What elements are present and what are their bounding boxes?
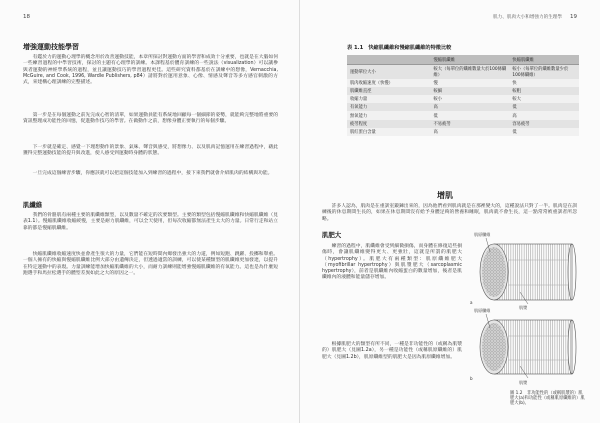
page-number: 19 [570, 14, 577, 20]
paragraph: 有鑑於力的運動心理學的概念用於改善運動技能，本章所探討對運動方面的學習和成效十分重要，也就是在大腦如何一些練習過程的中學習技術，探討的主題有心理學的訓練。本課程基於體育訓練的一些說法（visualization）可以讓參與者運動的神經學系統的過程，並且讓運動技巧的學習過程更佳。這些研究資料都基於在訓練中的想像，Vernacchia, McGuire, and Cook, 1996, Wardle Publishers, p84）請將對於運用意象、心像、情感及聲音等多方感官刺激的方式，來建構心理訓練的完整描述。 [23, 55, 278, 85]
table-cell: 疲勞程度 [347, 120, 431, 128]
table-row [347, 79, 579, 87]
table-row [347, 111, 579, 119]
table-cell: 較小 [431, 95, 510, 103]
table-cell: 運動單位大小 [347, 65, 431, 79]
table-cell: 快 [509, 79, 579, 87]
table-cell: 肌紅蛋白含量 [347, 128, 431, 136]
table-cell: 低 [431, 111, 510, 119]
paragraph: 下一步就是確定、感覺一下理想動作的景象、氣味、聲音與感受，將想像力、以及肌肉記憶運用在練習過程中，藉此獲得完整運動技能的提升與改進，使人感受到運動時身體的狀態。 [23, 145, 278, 157]
paragraph: 一旦完成這個練習步驟，你應該就可以把這個技能加入到練習的過程中，接下來我們就會介紹肌肉的結構與功能。 [32, 171, 273, 176]
table-header: 慢縮肌纖維 [431, 55, 510, 65]
table-row [347, 95, 579, 103]
table-cell: 慢 [431, 79, 510, 87]
figure-label: 肌原纖維 [474, 308, 491, 313]
page-number: 18 [23, 14, 30, 20]
figure-label: 肌漿 [519, 305, 528, 310]
table-cell: 不易疲勞 [431, 120, 510, 128]
table-cell: 較大（每單位的纖維數量大於100條纖維） [431, 65, 510, 79]
paragraph: 快縮肌纖維收縮速度快並會產生很大的力量，它們能在短時間內爆發出強大的力道，例如短跑、跳躍、投擲和舉重。一個人擁有的快縮與慢縮肌纖維比例大部分由遺傳決定，但透過適當的訓練，可以使某種類型的肌纖維更加發達，以提升在特定運動中的表現。力量訓練能增加快縮肌纖維的大小，而耐力訓練則能增強慢縮肌纖維的有氧能力。這也是為什麼短跑選手和馬拉松選手的體型差異如此之大的原因之一。 [23, 252, 278, 276]
table-row [347, 128, 579, 136]
table-cell: 無氧能力 [347, 111, 431, 119]
table-header [347, 55, 431, 65]
table-cell: 高 [431, 103, 510, 111]
fiber-b [480, 320, 576, 374]
table-cell: 容易疲勞 [509, 120, 579, 128]
table-cell: 低 [509, 128, 579, 136]
figure-caption: 圖 1.2 非功能性的（或稱肌漿的）肌肥大(a)和功能性（或稱肌原纖維的）肌肥大(b)。 [510, 391, 585, 407]
table-cell: 較小（每單位的纖維數量少於100條纖維） [509, 65, 579, 79]
paragraph: 練習的過程中，肌纖維會受到細微損傷，而身體在修復這些損傷時，會讓肌纖維變得更大、更強壯，這就是所謂的肌肥大（hypertrophy）。肌肥大有兩種類型：肌原纖維肥大（myofibrillar hypertrophy）與肌漿肥大（sarcoplasmic hypertrophy），前者是肌纖維內收縮蛋白的數量增加，後者是肌纖維內的液體和能量儲存增加。 [322, 244, 462, 281]
table-row [347, 103, 579, 111]
table-caption: 表 1.1 快縮肌纖維和慢縮肌纖維的特徵比較 [347, 45, 452, 51]
figure-label: 肌原纖維 [474, 232, 491, 237]
paragraph: 我們的骨骼肌有兩種主要的肌纖維類型，以及數量不確定的次要類型。主要的類型包括慢縮肌纖維和快縮肌纖維（見表1.1）。慢縮肌纖維收縮緩慢，主要是耐力肌纖維，可以全天使用，但每次收縮都無法產生太大的力量。日常行走和站立靠的都是慢縮肌纖維。 [23, 213, 278, 231]
paragraph: 許多人認為，肌肉是在重訓室鍛鍊出來的，因為他們看到肌肉就是在那裡變大的，這種說法只對了一半。肌肉是在訓練後的休息期間生長的，如果在休息期間沒有給予身體足夠的營養和睡眠，肌肉就不會生長，這一點常常被重訓者所忽略。 [322, 204, 577, 222]
section-title: 增強運動技能學習 [23, 43, 79, 51]
figure-panel-tag: b [470, 376, 473, 381]
table-cell: 肌肉收縮速度（快慢） [347, 79, 431, 87]
table-cell: 低 [509, 103, 579, 111]
table-cell: 收縮力量 [347, 95, 431, 103]
table-cell: 肌纖維直徑 [347, 87, 431, 95]
fiber-a [480, 244, 576, 300]
figure-panel-tag: a [470, 300, 473, 305]
table-cell: 較大 [509, 95, 579, 103]
table-cell: 有氧能力 [347, 103, 431, 111]
running-head: 肌力、肌肉大小和增強力的生理學 [493, 15, 562, 20]
table-cell: 較粗 [509, 87, 579, 95]
comparison-table [347, 55, 579, 136]
table-row [347, 65, 579, 79]
section-title: 增肌 [437, 191, 453, 200]
table-cell: 高 [509, 111, 579, 119]
subsection-title: 肌肥大 [322, 231, 342, 239]
table-row [347, 120, 579, 128]
table-row [347, 87, 579, 95]
paragraph: 第一步是在每個運動之前先完成心智的清單，如果運動員能有系統地回顧每一個細節的姿勢，就能夠完整地將重要的資訊整理成功能性的回憶，促進動作技巧的學習。在做動作之前，想像身體正要執行的每個步驟。 [23, 113, 278, 125]
figure-label: 肌漿 [519, 380, 528, 385]
table-cell: 高 [431, 128, 510, 136]
paragraph: 根據肌肥大的類型有所不同，一種是非功能性的（或稱為肌漿的）肌肥大（見圖1.2a），另一種是功能性（或稱肌原纖維的）肌肥大（見圖1.2b），肌原纖維型的肌肥大是因為肌原纖維增加。 [322, 342, 462, 360]
table-header: 快縮肌纖維 [509, 55, 579, 65]
subsection-title: 肌纖維 [23, 201, 43, 209]
table-cell: 較細 [431, 87, 510, 95]
